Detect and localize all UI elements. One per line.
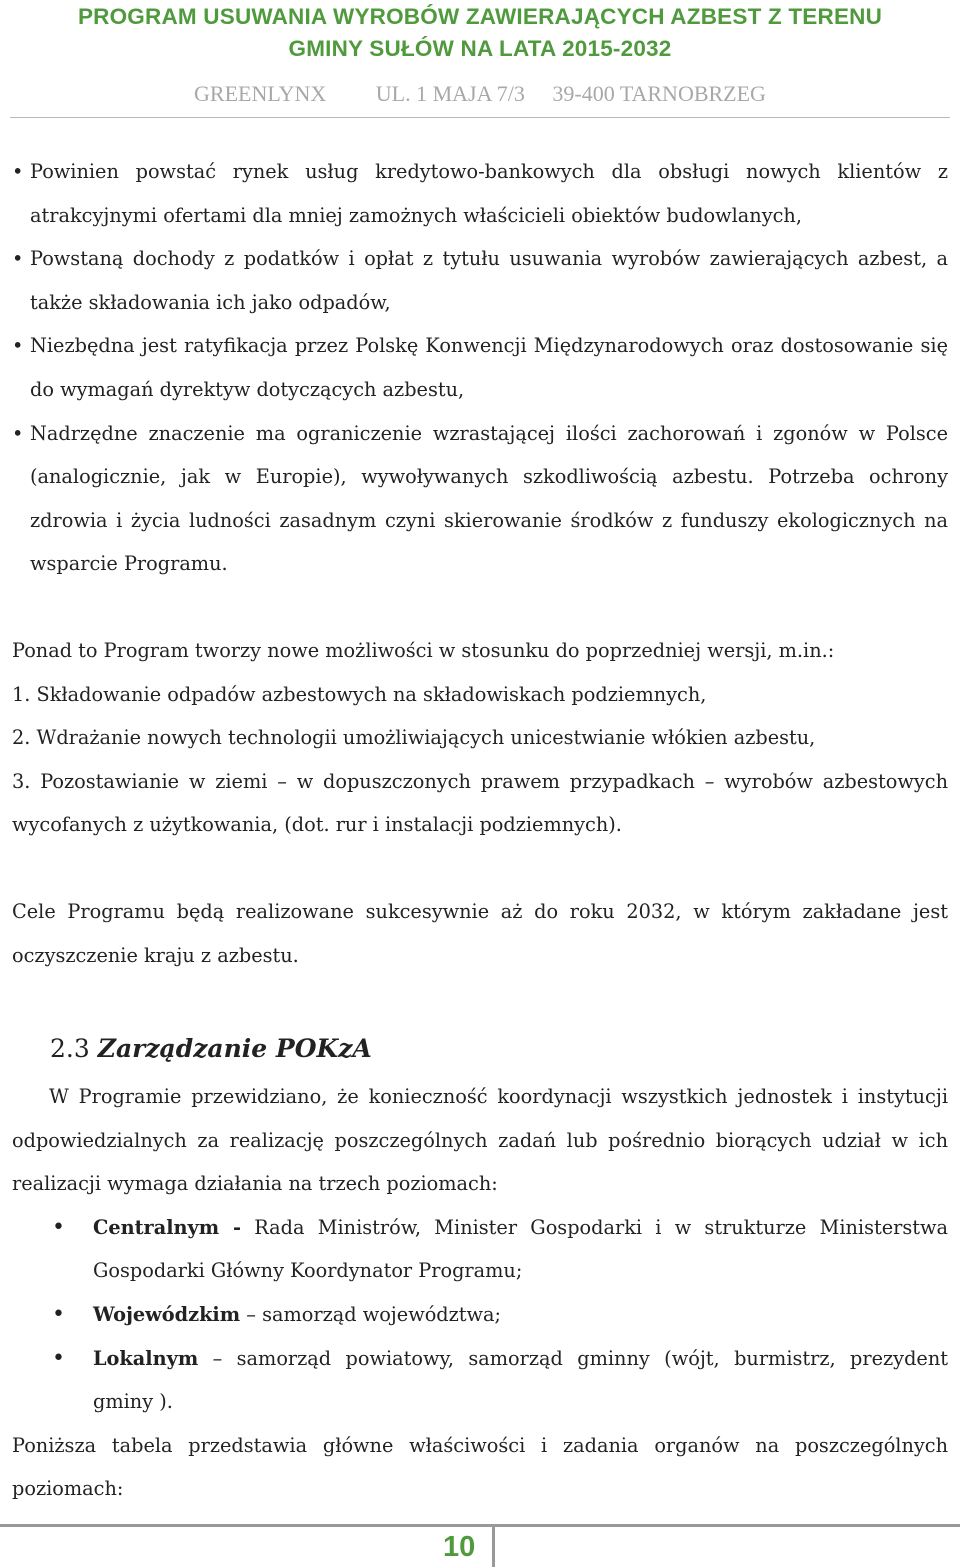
- possibilities-intro: Ponad to Program tworzy nowe możliwości w stosunku do poprzedniej wersji, m.in.:: [12, 638, 835, 662]
- bullet-item: • Powinien powstać rynek usług kredytowo-bankowych dla obsługi nowych klientów z atrakcyjnymi ofertami dla mniej zamożnych właścicieli obiektów budowlanych,: [12, 150, 948, 237]
- header-address: [0, 79, 960, 109]
- table-intro: Poniższa tabela przedstawia główne właściwości i zadania organów na poszczególnych poziomach:: [12, 1433, 948, 1501]
- document-body: [12, 150, 948, 1511]
- section-title: Zarządzanie POKzA: [97, 1034, 372, 1064]
- header-divider: [10, 117, 950, 118]
- bullet-item: • Powstaną dochody z podatków i opłat z tytułu usuwania wyrobów zawierających azbest, a także składowania ich jako odpadów,: [12, 237, 948, 324]
- bullet-item: • Nadrzędne znaczenie ma ograniczenie wzrastającej ilości zachorowań i zgonów w Polsce (analogicznie, jak w Europie), wywoływanych szkodliwością azbestu. Potrzeba ochrony zdrowia i życia ludności zasadnym czyni skierowanie środków z funduszy ekologicznych na wsparcie Programu.: [12, 412, 948, 586]
- header-street: UL. 1 MAJA 7/3: [375, 81, 525, 106]
- level-item: [12, 1293, 948, 1337]
- level-text: – samorząd powiatowy, samorząd gminny (wójt, burmistrz, prezydent gminy ).: [93, 1346, 948, 1414]
- page-number: 10: [443, 1531, 476, 1563]
- level-text: – samorząd województwa;: [240, 1303, 502, 1327]
- page-footer: [0, 1524, 960, 1567]
- numbered-item: 1. Składowanie odpadów azbestowych na składowiskach podziemnych,: [12, 682, 707, 706]
- goals-paragraph: Cele Programu będą realizowane sukcesywnie aż do roku 2032, w którym zakładane jest oczyszczenie kraju z azbestu.: [12, 899, 948, 967]
- bullet-icon: •: [52, 1214, 65, 1240]
- header-title-line1: PROGRAM USUWANIA WYROBÓW ZAWIERAJĄCYCH AZBEST Z TERENU: [77, 4, 883, 29]
- header-company: GREENLYNX: [194, 81, 327, 106]
- bullet-item: • Niezbędna jest ratyfikacja przez Polskę Konwencji Międzynarodowych oraz dostosowanie się do wymagań dyrektyw dotyczących azbestu,: [12, 324, 948, 411]
- level-name: Lokalnym: [93, 1346, 199, 1370]
- page-header: [0, 0, 960, 109]
- header-title-line2: GMINY SUŁÓW NA LATA 2015-2032: [288, 36, 672, 61]
- header-city: 39-400 TARNOBRZEG: [552, 81, 766, 106]
- section-heading: [50, 1023, 948, 1075]
- level-item: [12, 1337, 948, 1424]
- footer-divider: [0, 1524, 960, 1527]
- bullet-icon: •: [52, 1345, 65, 1371]
- footer-vertical-divider: [492, 1524, 495, 1567]
- bullet-icon: •: [52, 1302, 65, 1328]
- level-name: Wojewódzkim: [93, 1303, 241, 1327]
- level-item: [12, 1206, 948, 1293]
- numbered-item: 3. Pozostawianie w ziemi – w dopuszczonych prawem przypadkach – wyrobów azbestowych wycofanych z użytkowania, (dot. rur i instalacji podziemnych).: [12, 769, 948, 837]
- numbered-item: 2. Wdrażanie nowych technologii umożliwiających unicestwianie włókien azbestu,: [12, 726, 816, 750]
- section-number: 2.3: [50, 1034, 90, 1064]
- level-text: Rada Ministrów, Minister Gospodarki i w strukturze Ministerstwa Gospodarki Główny Koordynator Programu;: [93, 1215, 948, 1283]
- section-intro: W Programie przewidziano, że konieczność koordynacji wszystkich jednostek i instytucji odpowiedzialnych za realizację poszczególnych zadań lub pośrednio biorących udział w ich realizacji wymaga działania na trzech poziomach:: [12, 1085, 948, 1196]
- level-name: Centralnym -: [93, 1215, 241, 1239]
